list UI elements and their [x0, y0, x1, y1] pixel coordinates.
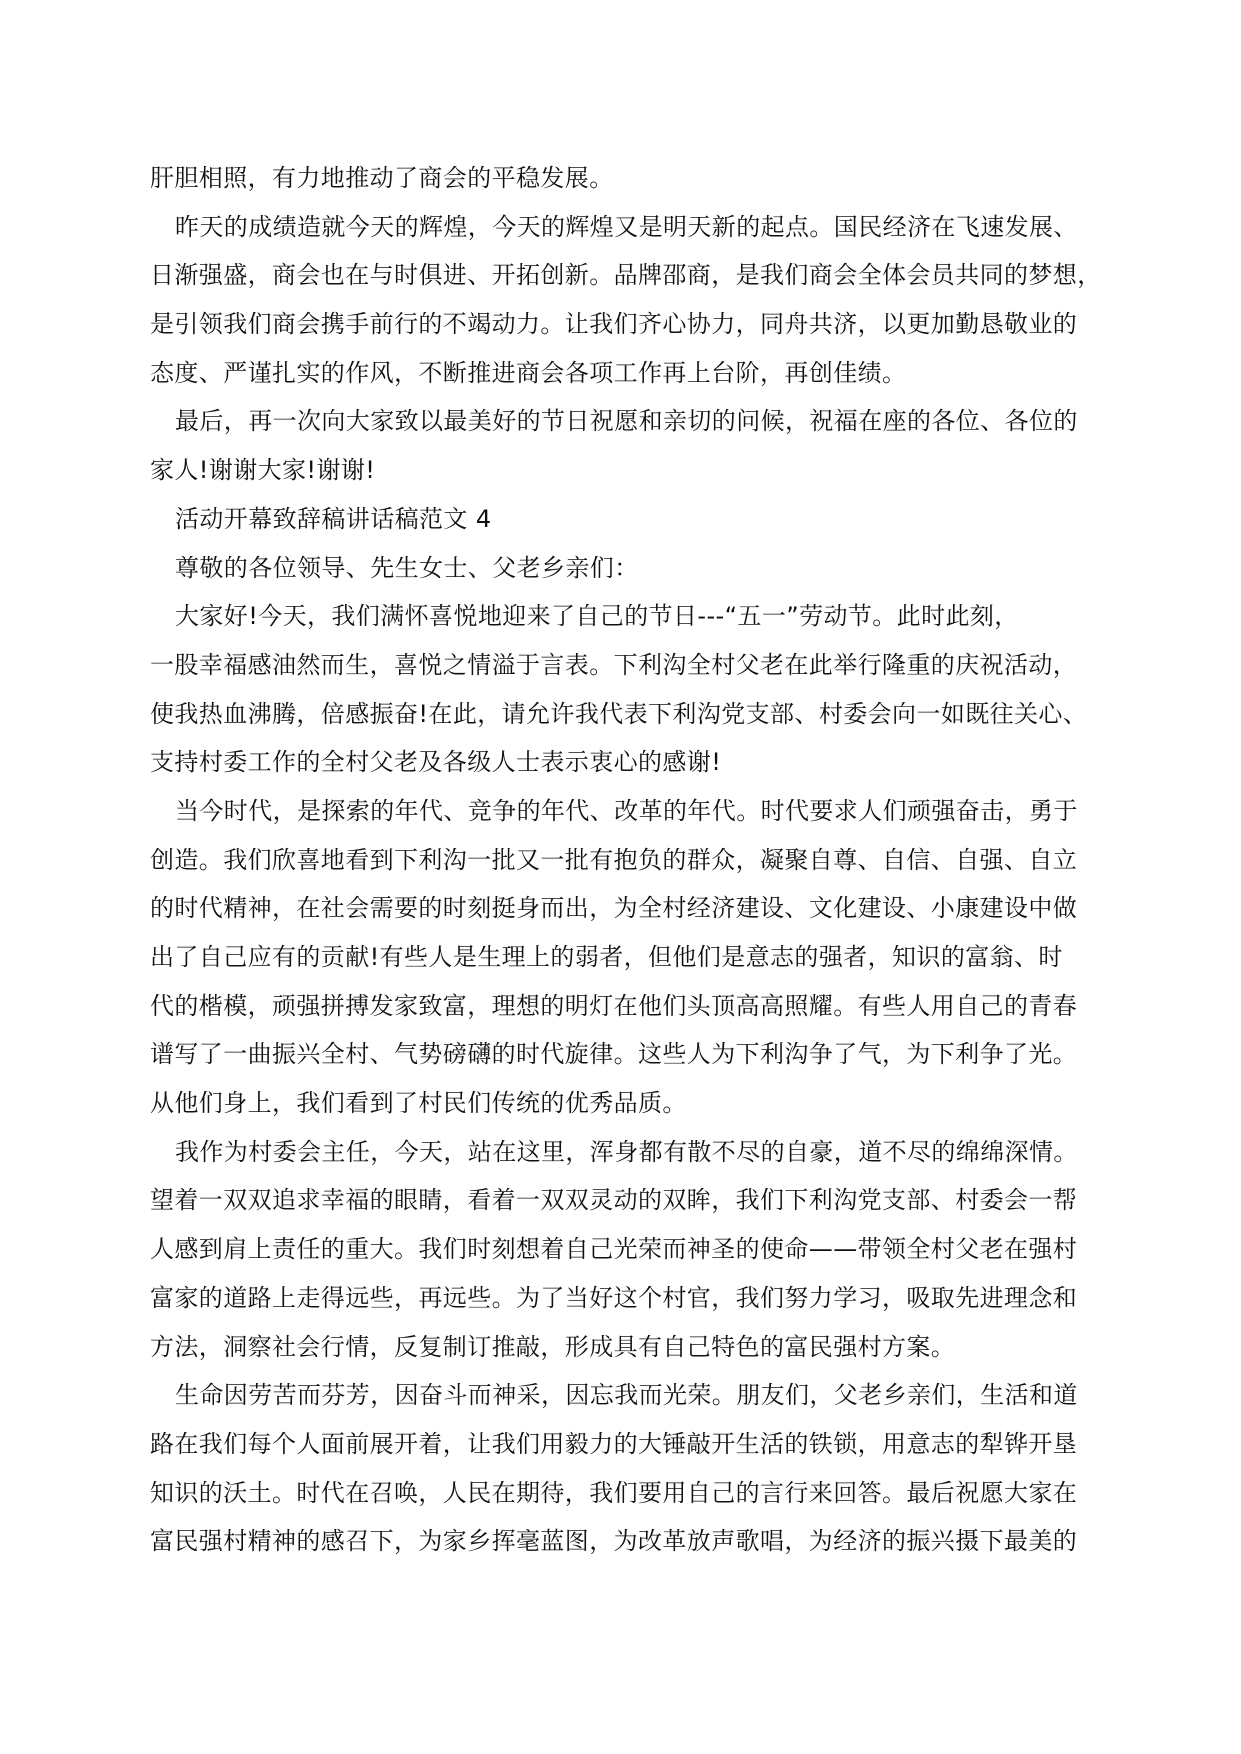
- text-line: 从他们身上，我们看到了村民们传统的优秀品质。: [150, 1089, 687, 1118]
- text-line: 谱写了一曲振兴全村、气势磅礴的时代旋律。这些人为下利沟争了气，为下利争了光。: [150, 1040, 1078, 1069]
- text-line: 富家的道路上走得远些，再远些。为了当好这个村官，我们努力学习，吸取先进理念和: [150, 1283, 1078, 1312]
- text-line: 活动开幕致辞稿讲话稿范文 4: [175, 504, 492, 533]
- text-line: 支持村委工作的全村父老及各级人士表示衷心的感谢!: [150, 748, 722, 777]
- text-line: 日渐强盛，商会也在与时俱进、开拓创新。品牌邵商，是我们商会全体会员共同的梦想，: [150, 261, 1102, 290]
- text-line: 创造。我们欣喜地看到下利沟一批又一批有抱负的群众，凝聚自尊、自信、自强、自立: [150, 845, 1078, 874]
- text-line: 望着一双双追求幸福的眼睛，看着一双双灵动的双眸，我们下利沟党支部、村委会一帮: [150, 1186, 1078, 1215]
- text-line: 肝胆相照，有力地推动了商会的平稳发展。: [150, 164, 614, 192]
- text-line: 路在我们每个人面前展开着，让我们用毅力的大锤敲开生活的铁锁，用意志的犁铧开垦: [150, 1429, 1078, 1458]
- text-line: 人感到肩上责任的重大。我们时刻想着自己光荣而神圣的使命——带领全村父老在强村: [150, 1235, 1078, 1264]
- text-line: 的时代精神，在社会需要的时刻挺身而出，为全村经济建设、文化建设、小康建设中做: [150, 894, 1078, 923]
- text-line: 方法，洞察社会行情，反复制订推敲，形成具有自己特色的富民强村方案。: [150, 1332, 956, 1361]
- text-line: 态度、严谨扎实的作风，不断推进商会各项工作再上台阶，再创佳绩。: [150, 358, 907, 387]
- text-line: 是引领我们商会携手前行的不竭动力。让我们齐心协力，同舟共济，以更加勤恳敬业的: [150, 310, 1078, 339]
- document-body: [150, 154, 1102, 1566]
- text-line: 当今时代，是探索的年代、竞争的年代、改革的年代。时代要求人们顽强奋击，勇于: [175, 796, 1078, 825]
- text-line: 我作为村委会主任，今天，站在这里，浑身都有散不尽的自豪，道不尽的绵绵深情。: [175, 1137, 1078, 1166]
- text-line: 一股幸福感油然而生，喜悦之情溢于言表。下利沟全村父老在此举行隆重的庆祝活动，: [150, 650, 1078, 679]
- text-line: 代的楷模，顽强拼搏发家致富，理想的明灯在他们头顶高高照耀。有些人用自己的青春: [150, 991, 1078, 1020]
- text-line: 昨天的成绩造就今天的辉煌，今天的辉煌又是明天新的起点。国民经济在飞速发展、: [175, 212, 1078, 241]
- text-line: 最后，再一次向大家致以最美好的节日祝愿和亲切的问候，祝福在座的各位、各位的: [175, 407, 1078, 436]
- text-line: 出了自己应有的贡献!有些人是生理上的弱者，但他们是意志的强者，知识的富翁、时: [150, 943, 1063, 971]
- text-line: 生命因劳苦而芬芳，因奋斗而神采，因忘我而光荣。朋友们，父老乡亲们，生活和道: [175, 1381, 1078, 1410]
- text-line: 尊敬的各位领导、先生女士、父老乡亲们：: [175, 553, 639, 582]
- text-line: 使我热血沸腾，倍感振奋!在此，请允许我代表下利沟党支部、村委会向一如既往关心、: [150, 699, 1088, 728]
- text-line: 知识的沃土。时代在召唤，人民在期待，我们要用自己的言行来回答。最后祝愿大家在: [150, 1478, 1078, 1507]
- text-line: 富民强村精神的感召下，为家乡挥毫蓝图，为改革放声歌唱，为经济的振兴摄下最美的: [150, 1527, 1078, 1556]
- text-line: 大家好!今天，我们满怀喜悦地迎来了自己的节日---“五一”劳动节。此时此刻，: [175, 602, 1019, 631]
- text-line: 家人!谢谢大家!谢谢!: [150, 456, 376, 485]
